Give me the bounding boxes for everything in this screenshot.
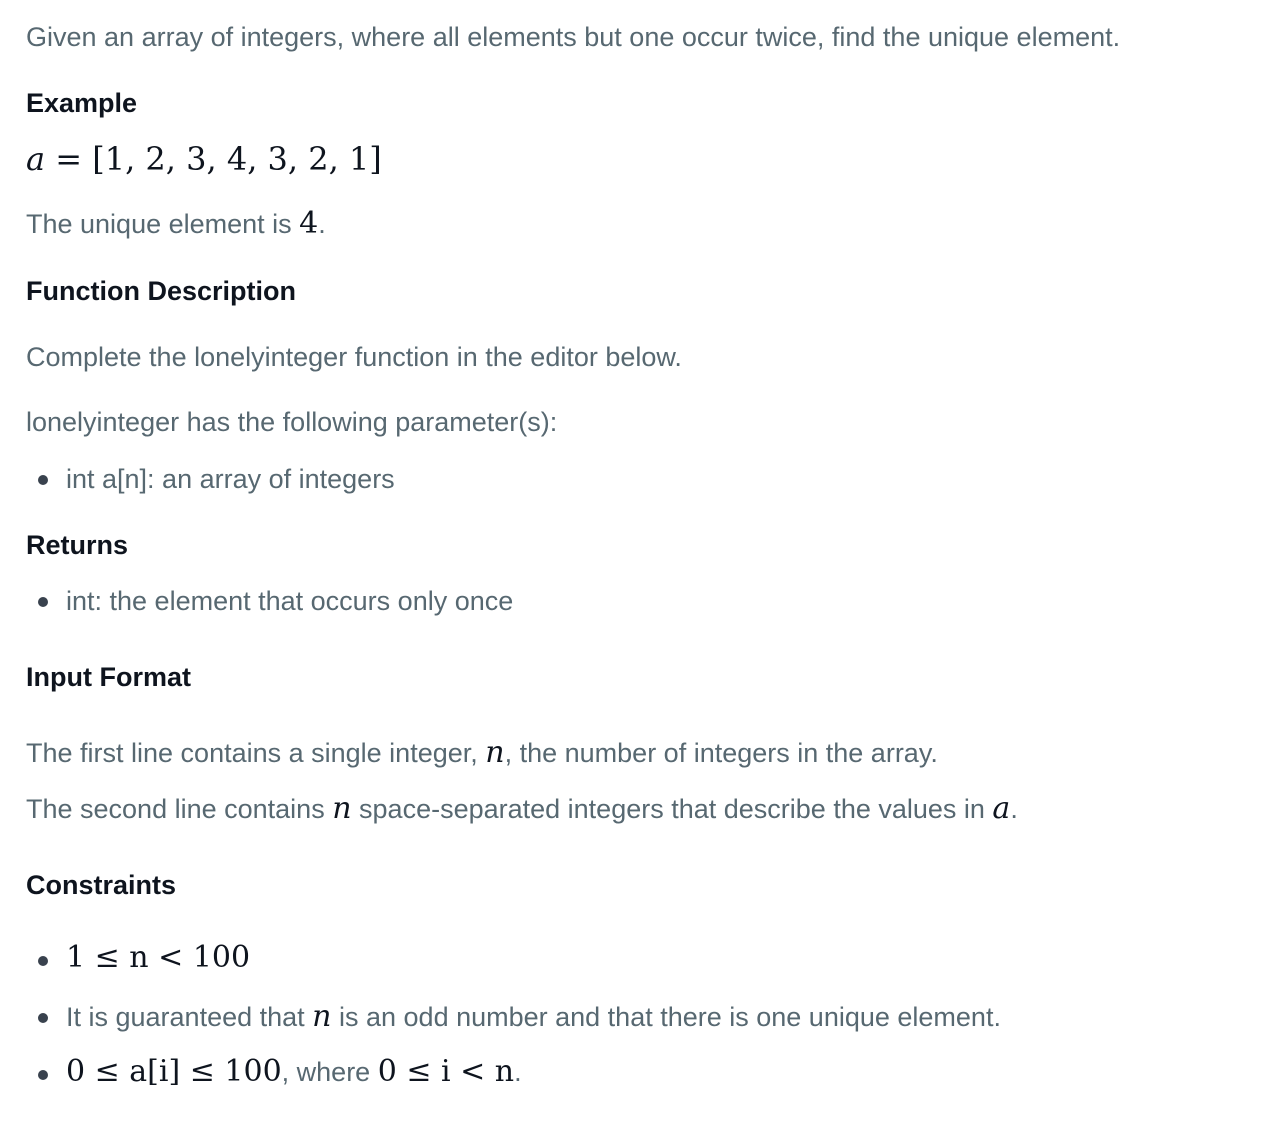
function-description-line2: lonelyinteger has the following parameter(s):: [26, 407, 558, 437]
input-line1-var: n: [485, 735, 505, 770]
bullet-dot: [38, 1013, 48, 1023]
constraint-a-range: 0 ≤ a[i] ≤ 100: [66, 1054, 282, 1089]
example-result-value: 4: [299, 206, 319, 241]
constraint-where: , where: [281, 1057, 378, 1087]
input-format-line2: [26, 791, 1018, 827]
input-line2-var2: a: [992, 791, 1011, 826]
constraint-n-range: 1 ≤ n < 100: [66, 940, 251, 975]
input-format-line1: [26, 735, 938, 771]
example-array-eq: =: [45, 140, 93, 178]
constraint-odd-suffix: is an odd number and that there is one unique element.: [331, 1002, 1001, 1032]
constraints-heading: Constraints: [26, 870, 177, 900]
input-line2-suffix: .: [1010, 794, 1018, 824]
input-line2-middle: space-separated integers that describe the values in: [351, 794, 993, 824]
example-array-var: a: [26, 140, 46, 178]
function-description-heading: Function Description: [26, 276, 296, 306]
input-line1-prefix: The first line contains a single integer,: [26, 738, 486, 768]
bullet-dot: [38, 475, 48, 485]
constraint-odd-text: [66, 999, 1001, 1035]
returns-text: int: the element that occurs only once: [66, 586, 514, 616]
example-result: [26, 206, 326, 242]
example-heading: Example: [26, 88, 138, 118]
example-array: [26, 139, 382, 179]
example-result-suffix: .: [318, 209, 326, 239]
input-line2-prefix: The second line contains: [26, 794, 333, 824]
bullet-dot: [38, 597, 48, 607]
constraint-odd-var: n: [312, 999, 332, 1034]
returns-heading: Returns: [26, 530, 129, 560]
input-line1-suffix: , the number of integers in the array.: [504, 738, 938, 768]
constraint-i-range: 0 ≤ i < n: [377, 1054, 515, 1089]
bullet-dot: [38, 956, 48, 966]
example-array-values: [1, 2, 3, 4, 3, 2, 1]: [92, 140, 382, 178]
constraint-value-range: [66, 1054, 522, 1090]
example-result-prefix: The unique element is: [26, 209, 300, 239]
intro-text: Given an array of integers, where all elements but one occur twice, find the unique element.: [26, 22, 1121, 52]
bullet-dot: [38, 1070, 48, 1080]
input-format-heading: Input Format: [26, 662, 191, 692]
input-line2-var: n: [332, 791, 352, 826]
constraint-odd-prefix: It is guaranteed that: [66, 1002, 313, 1032]
constraint-end: .: [514, 1057, 522, 1087]
param-text: int a[n]: an array of integers: [66, 464, 395, 494]
function-description-line1: Complete the lonelyinteger function in the editor below.: [26, 342, 682, 372]
